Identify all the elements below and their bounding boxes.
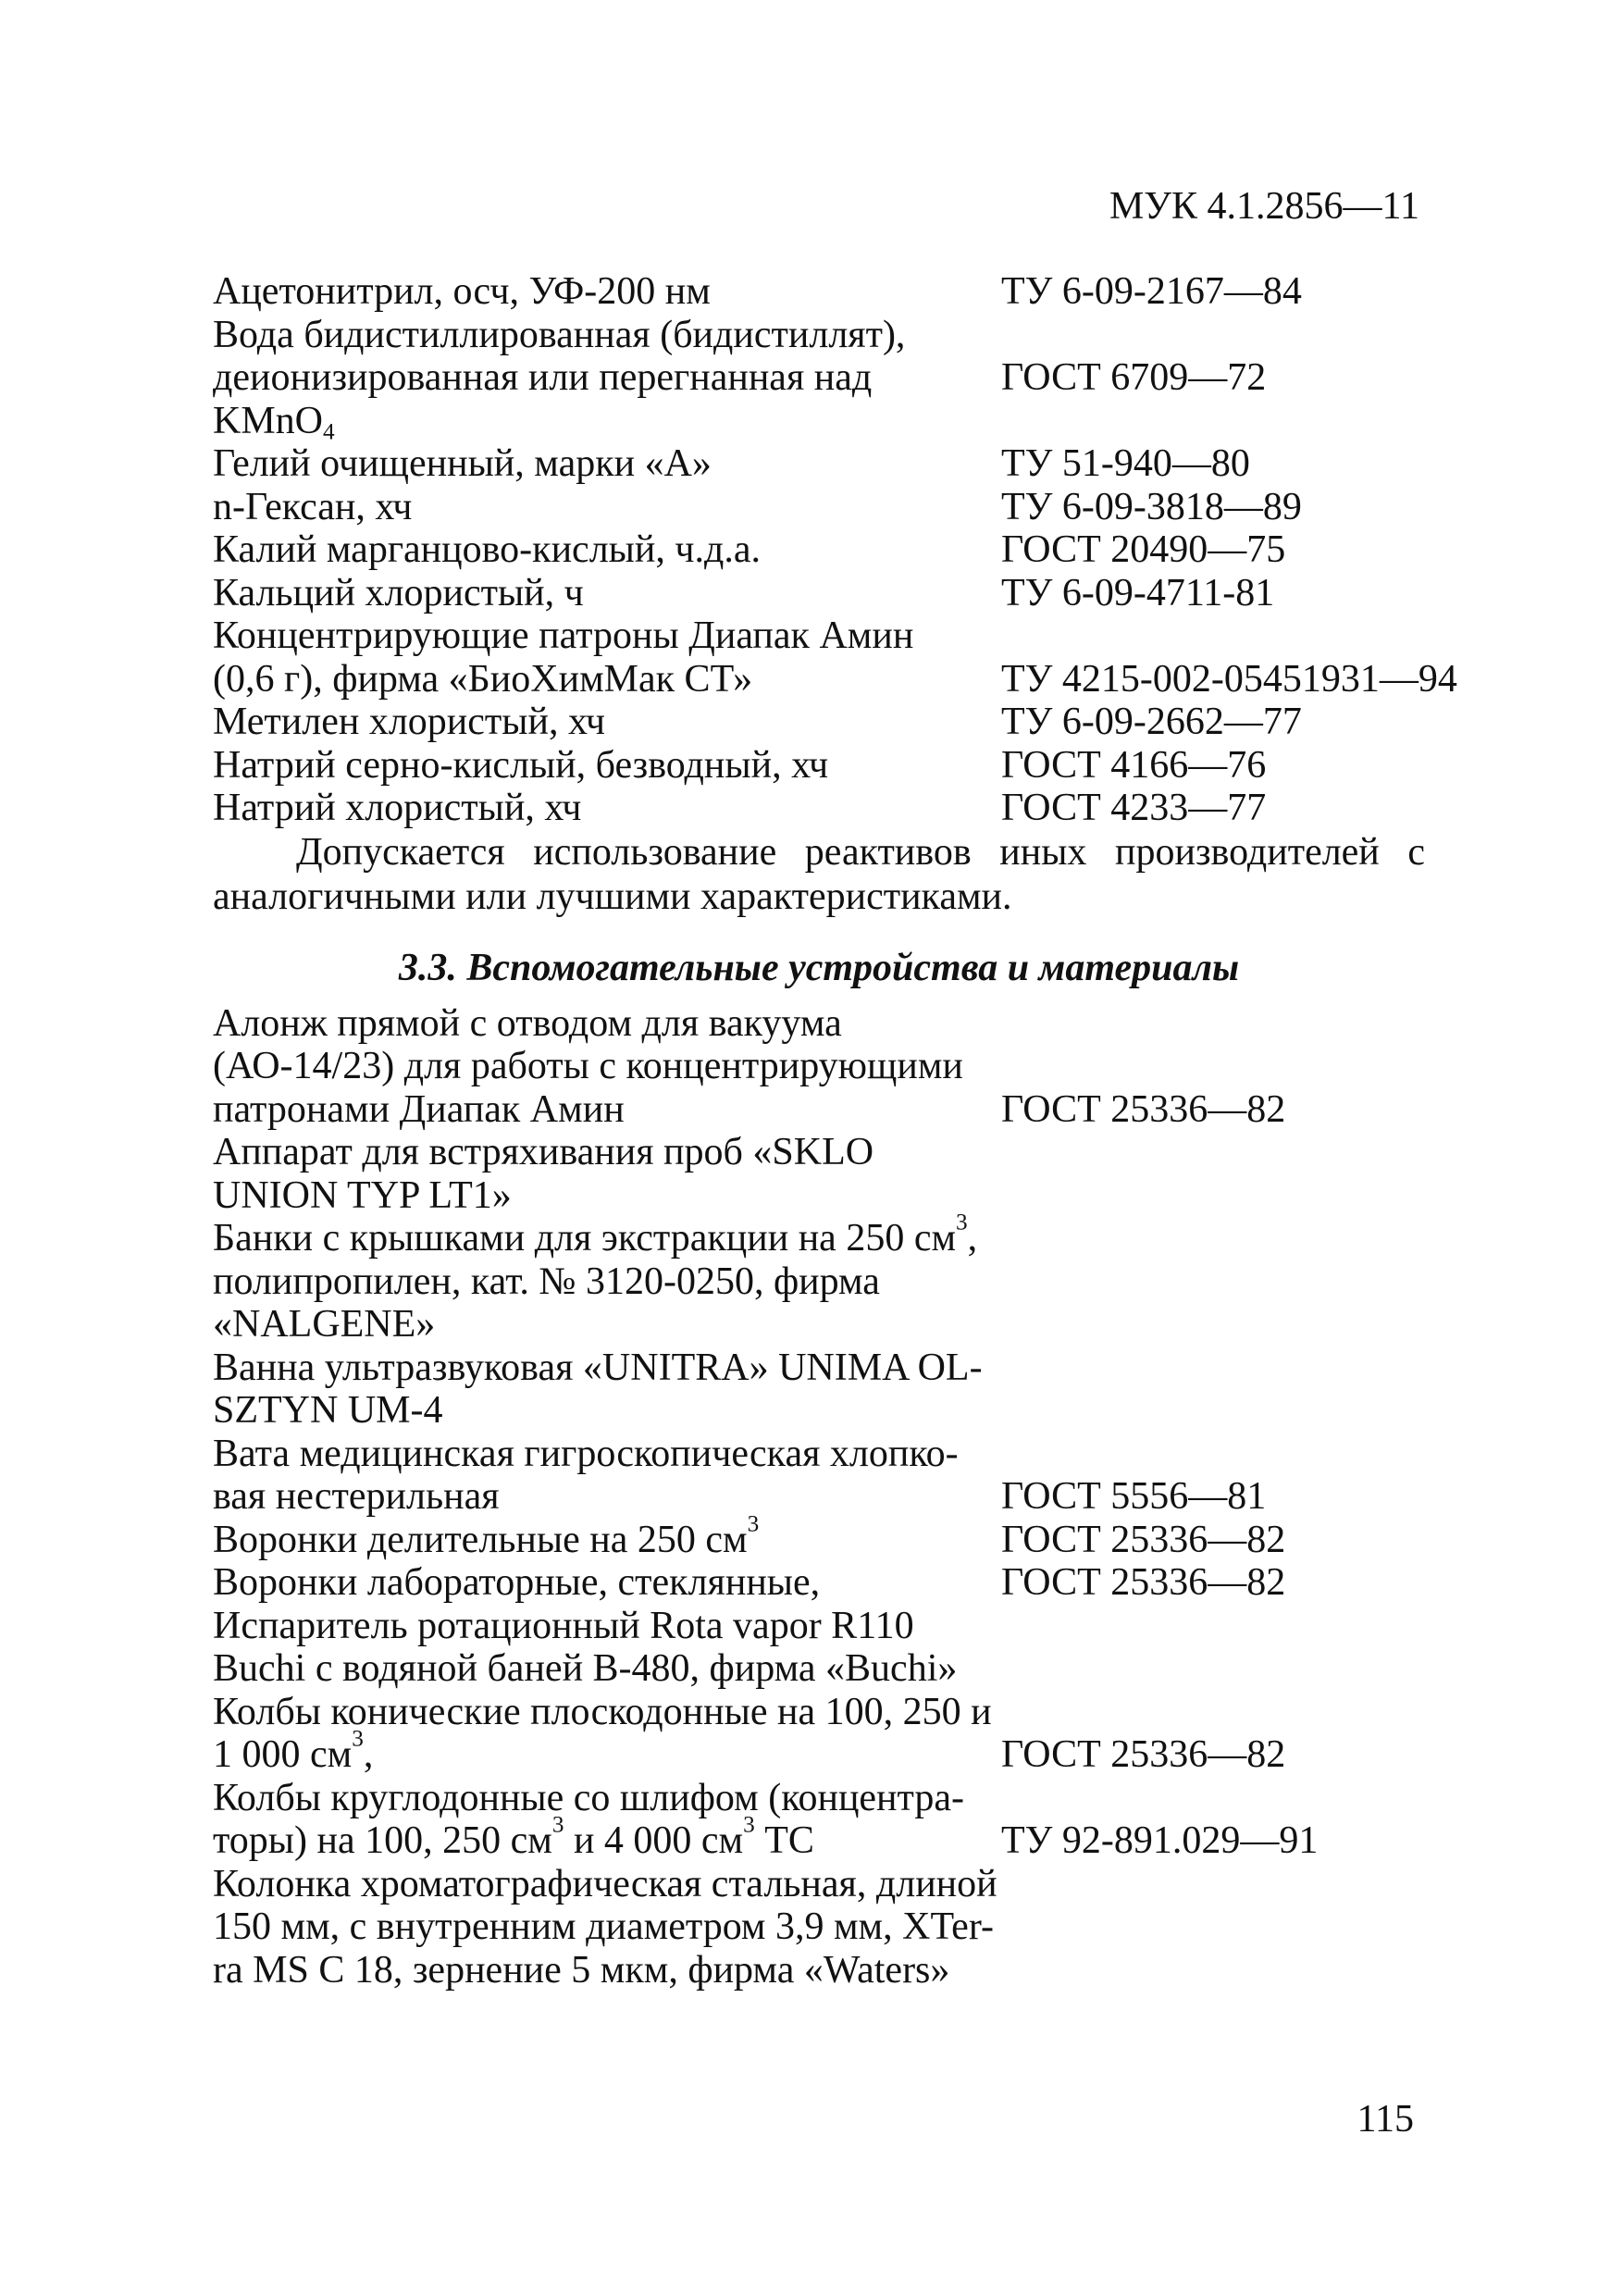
- item-standard: ГОСТ 20490—75: [1001, 528, 1286, 571]
- name: вая нестерильная: [213, 1475, 500, 1518]
- name: деионизированная или перегнанная над KMnO: [213, 356, 873, 442]
- list-row: [213, 1131, 1425, 1174]
- name: «NALGENE»: [213, 1303, 436, 1346]
- list-row: [213, 1863, 1425, 1906]
- list-row: [213, 1726, 1425, 1777]
- list-row: [213, 1045, 1425, 1088]
- list-row: [213, 1002, 1425, 1046]
- item-standard: ГОСТ 6709—72: [1001, 356, 1267, 399]
- item-standard: ГОСТ 25336—82: [1001, 1087, 1286, 1131]
- item-name: [213, 314, 1001, 357]
- item-standard: ТУ 6-09-3818—89: [1001, 485, 1302, 528]
- item-name: [213, 1812, 1001, 1863]
- name: Банки с крышками для экстракции на 250 см: [213, 1217, 957, 1260]
- name: Колонка хроматографическая стальная, длиной: [213, 1862, 997, 1905]
- item-name: [213, 1433, 1001, 1476]
- name: Аппарат для встряхивания проб «SKLO: [213, 1131, 874, 1173]
- item-name: [213, 1561, 1001, 1605]
- item-name: [213, 614, 1001, 658]
- name: полипропилен, кат. № 3120-0250, фирма: [213, 1260, 880, 1303]
- name-after: ,: [967, 1217, 978, 1260]
- name: Ванна ультразвуковая «UNITRA» UNIMA OL-: [213, 1346, 983, 1389]
- name: SZTYN UM-4: [213, 1389, 443, 1432]
- list-row: [213, 701, 1425, 744]
- item-standard: ГОСТ 4166—76: [1001, 743, 1267, 787]
- item-name: [213, 270, 1001, 314]
- item-standard: ГОСТ 5556—81: [1001, 1475, 1267, 1518]
- item-name: [213, 1863, 1001, 1906]
- list-row: [213, 314, 1425, 357]
- item-standard: ТУ 92-891.029—91: [1001, 1819, 1319, 1862]
- list-row: [213, 528, 1425, 572]
- name: Ацетонитрил, осч, УФ-200 нм: [213, 270, 711, 313]
- name: (0,6 г), фирма «БиоХимМак СТ»: [213, 657, 753, 701]
- document-code-header: МУК 4.1.2856—11: [1109, 185, 1419, 228]
- item-standard: ГОСТ 25336—82: [1001, 1518, 1286, 1561]
- item-name: [213, 744, 1001, 788]
- item-name: [213, 1475, 1001, 1519]
- list-row: [213, 1605, 1425, 1648]
- name: Вата медицинская гигроскопическая хлопко-: [213, 1432, 959, 1475]
- list-row: [213, 1905, 1425, 1949]
- item-name: [213, 1303, 1001, 1347]
- list-row: [213, 1812, 1425, 1863]
- list-row: [213, 614, 1425, 658]
- item-name: [213, 1389, 1001, 1433]
- item-name: [213, 1210, 1001, 1260]
- list-row: [213, 486, 1425, 529]
- item-standard: ТУ 51-940—80: [1001, 442, 1250, 485]
- name-sub: 4: [323, 418, 335, 444]
- list-row: [213, 1260, 1425, 1304]
- list-row: [213, 657, 1457, 701]
- list-row: [213, 1389, 1425, 1433]
- name: торы) на 100, 250 см: [213, 1819, 552, 1862]
- list-row: [213, 1475, 1425, 1519]
- name: Алонж прямой с отводом для вакуума: [213, 1001, 842, 1045]
- name: Метилен хлористый, хч: [213, 701, 605, 743]
- name: (АО-14/23) для работы с концентрирующими: [213, 1045, 963, 1087]
- item-name: [213, 1045, 1001, 1088]
- list-row: [213, 270, 1425, 314]
- name-after: и 4 000 см: [564, 1819, 744, 1862]
- name: Воронки лабораторные, стеклянные,: [213, 1561, 821, 1604]
- name: Колбы конические плоскодонные на 100, 250 и: [213, 1690, 992, 1733]
- name: ra MS C 18, зернение 5 мкм, фирма «Waters»: [213, 1948, 950, 1992]
- item-name: [213, 701, 1001, 744]
- list-row: [213, 1510, 1425, 1562]
- item-name: [213, 1088, 1001, 1132]
- item-name: [213, 356, 1001, 442]
- item-name: [213, 442, 1001, 486]
- item-name: [213, 1002, 1001, 1046]
- list-row: [213, 1210, 1425, 1260]
- list-row: [213, 1303, 1425, 1347]
- name-sup: 3: [747, 1510, 760, 1536]
- name: 1 000 см: [213, 1733, 353, 1776]
- name: Воронки делительные на 250 см: [213, 1518, 748, 1561]
- item-name: [213, 787, 1001, 830]
- item-name: [213, 1949, 1001, 1992]
- item-name: [213, 658, 1001, 701]
- item-name: [213, 1605, 1001, 1648]
- list-row: [213, 1561, 1425, 1605]
- section-heading: 3.3. Вспомогательные устройства и материалы: [398, 946, 1240, 989]
- page-number: 115: [1357, 2098, 1414, 2141]
- item-name: [213, 1347, 1001, 1390]
- item-name: [213, 1174, 1001, 1218]
- name: Концентрирующие патроны Диапак Амин: [213, 614, 914, 657]
- list-row: [213, 1347, 1425, 1390]
- item-name: [213, 528, 1001, 572]
- list-row: [213, 787, 1425, 830]
- name: Натрий серно-кислый, безводный, хч: [213, 743, 829, 787]
- page-content: [213, 270, 1457, 1992]
- item-name: [213, 1131, 1001, 1174]
- name: Колбы круглодонные со шлифом (концентра-: [213, 1776, 965, 1819]
- name: Кальций хлористый, ч: [213, 571, 584, 614]
- name-sup: 3: [352, 1726, 364, 1752]
- item-name: [213, 1691, 1001, 1734]
- item-name: [213, 1647, 1001, 1691]
- item-standard: ТУ 4215-002-05451931—94: [1001, 657, 1457, 701]
- name-sup: 3: [956, 1210, 968, 1235]
- item-standard: ГОСТ 4233—77: [1001, 787, 1267, 829]
- note-paragraph: Допускается использование реактивов иных производителей с аналогичными или лучшими характеристиками.: [213, 830, 1425, 918]
- name: UNION TYP LT1»: [213, 1173, 512, 1217]
- item-name: [213, 486, 1001, 529]
- list-row: [213, 1691, 1425, 1734]
- reagents-list: [213, 270, 1457, 830]
- item-name: [213, 1260, 1001, 1304]
- list-row: [213, 1777, 1425, 1820]
- name: Натрий хлористый, хч: [213, 787, 582, 829]
- name: n-Гексан, хч: [213, 485, 413, 528]
- name: Вода бидистиллированная (бидистиллят),: [213, 313, 906, 356]
- name-sup2: 3: [743, 1812, 755, 1838]
- item-name: [213, 1510, 1001, 1562]
- list-row: [213, 1647, 1425, 1691]
- name: 150 мм, с внутренним диаметром 3,9 мм, XTer-: [213, 1905, 994, 1948]
- list-row: [213, 744, 1425, 788]
- name-after: ,: [363, 1733, 374, 1776]
- item-standard: ТУ 6-09-2167—84: [1001, 270, 1302, 313]
- item-name: [213, 1726, 1001, 1777]
- item-standard: ГОСТ 25336—82: [1001, 1561, 1286, 1604]
- list-row: [213, 1174, 1425, 1218]
- list-row: [213, 442, 1425, 486]
- list-row: [213, 572, 1425, 615]
- item-name: [213, 1777, 1001, 1820]
- name-after2: TC: [754, 1819, 814, 1862]
- item-name: [213, 1905, 1001, 1949]
- list-row: [213, 1949, 1425, 1992]
- item-standard: ТУ 6-09-2662—77: [1001, 701, 1302, 743]
- name: патронами Диапак Амин: [213, 1087, 625, 1131]
- name: Гелий очищенный, марки «А»: [213, 442, 712, 485]
- name: Buchi с водяной баней B-480, фирма «Buchi»: [213, 1647, 958, 1690]
- list-row: [213, 1088, 1425, 1132]
- name: Калий марганцово-кислый, ч.д.а.: [213, 528, 761, 571]
- name: Испаритель ротационный Rota vapor R110: [213, 1604, 914, 1647]
- materials-list: [213, 1002, 1425, 1992]
- list-row: [213, 356, 1425, 442]
- list-row: [213, 1433, 1425, 1476]
- name-sup: 3: [551, 1812, 564, 1838]
- item-name: [213, 572, 1001, 615]
- item-standard: ТУ 6-09-4711-81: [1001, 571, 1275, 614]
- item-standard: ГОСТ 25336—82: [1001, 1733, 1286, 1776]
